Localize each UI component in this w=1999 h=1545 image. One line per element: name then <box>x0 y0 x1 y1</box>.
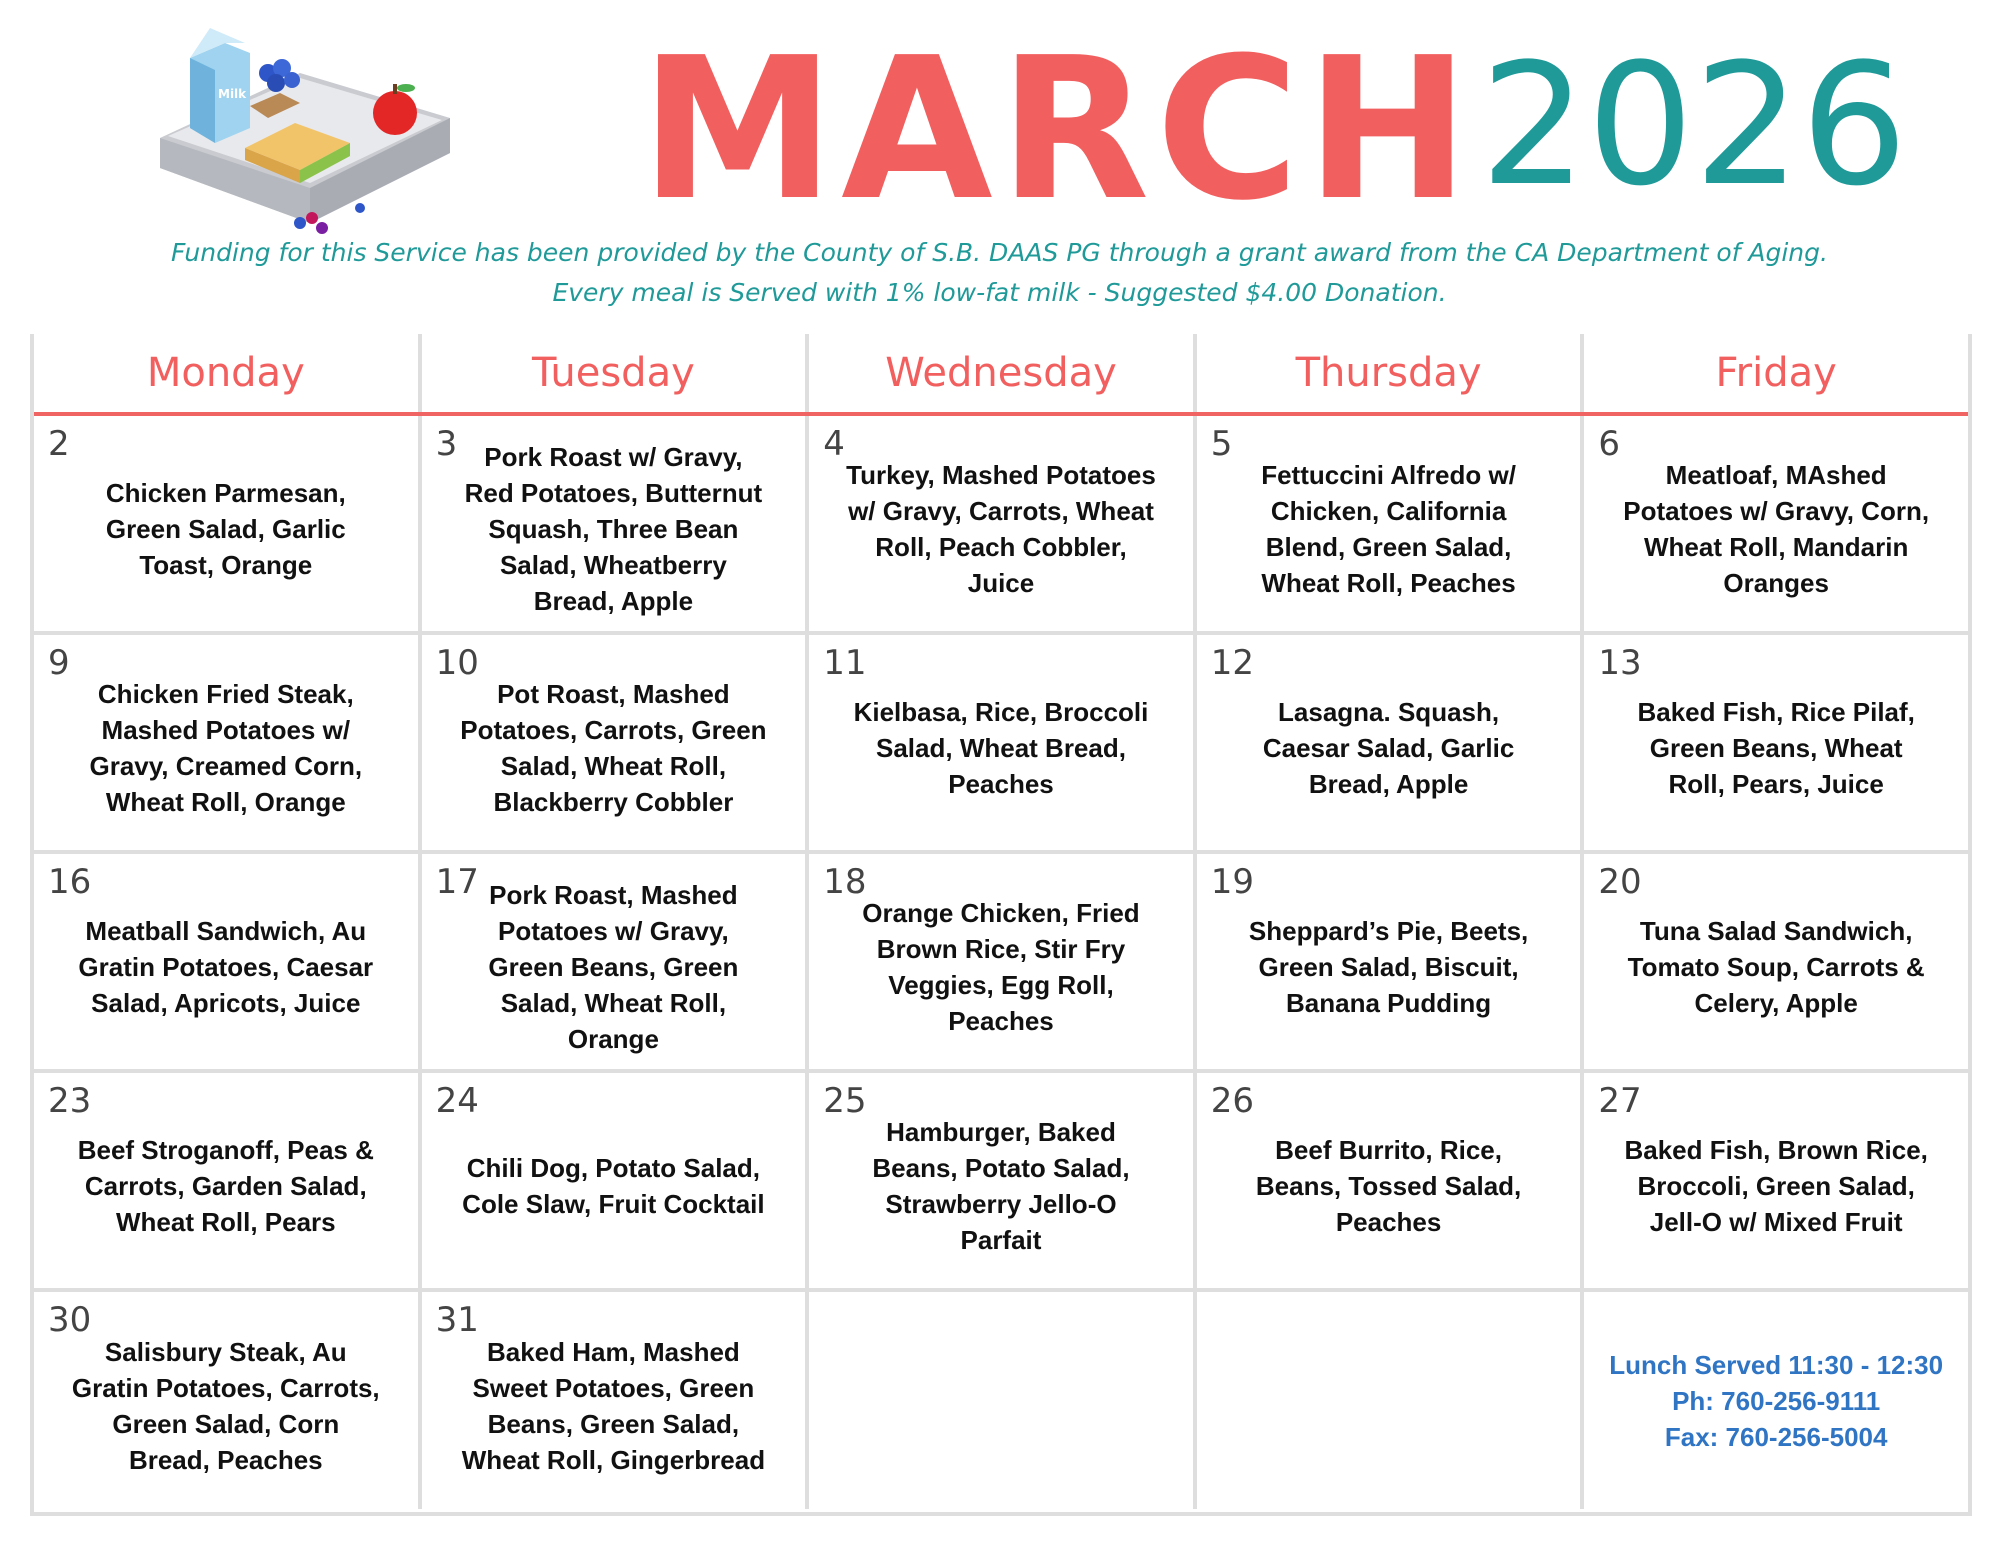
year-title: 2026 <box>1480 27 1908 223</box>
meal-text: Meatball Sandwich, Au Gratin Potatoes, Caesar Salad, Apricots, Juice <box>78 915 374 1018</box>
info-cell <box>1584 1292 1968 1509</box>
day-number: 13 <box>1598 643 1642 683</box>
week-row <box>34 635 1968 854</box>
day-cell <box>422 1292 810 1509</box>
lunch-tray-icon <box>150 18 460 248</box>
day-number: 20 <box>1598 862 1642 902</box>
day-cell <box>34 635 422 850</box>
meal-text: Chicken Fried Steak, Mashed Potatoes w/ Gravy, Creamed Corn, Wheat Roll, Orange <box>89 678 363 817</box>
empty-day-cell <box>1197 1292 1585 1509</box>
meal-text: Pork Roast, Mashed Potatoes w/ Gravy, Green Beans, Green Salad, Wheat Roll, Orange <box>488 879 739 1054</box>
day-number: 18 <box>823 862 867 902</box>
week-row <box>34 854 1968 1073</box>
weekday-friday: Friday <box>1715 350 1837 396</box>
weekday-monday: Monday <box>34 334 422 412</box>
day-number: 16 <box>48 862 92 902</box>
milk-note: Every meal is Served with 1% low-fat milk - Suggested $4.00 Donation. <box>552 278 1447 307</box>
meal-text: Tuna Salad Sandwich, Tomato Soup, Carrots & Celery, Apple <box>1627 915 1925 1018</box>
day-cell <box>34 854 422 1069</box>
day-number: 31 <box>435 1300 479 1340</box>
day-number: 12 <box>1210 643 1255 683</box>
day-number: 19 <box>1210 862 1255 902</box>
day-number: 30 <box>48 1300 92 1340</box>
meal-text: Baked Ham, Mashed Sweet Potatoes, Green Beans, Green Salad, Wheat Roll, Gingerbread <box>461 1336 766 1475</box>
meal-text: Sheppard’s Pie, Beets, Green Salad, Biscuit, Banana Pudding <box>1248 915 1529 1018</box>
day-cell <box>422 635 810 850</box>
meal-text: Kielbasa, Rice, Broccoli Salad, Wheat Bread, Peaches <box>853 696 1149 799</box>
meal-text: Salisbury Steak, Au Gratin Potatoes, Carrots, Green Salad, Corn Bread, Peaches <box>71 1336 380 1475</box>
day-cell <box>809 416 1197 631</box>
day-number: 27 <box>1598 1081 1642 1121</box>
day-cell <box>422 854 810 1069</box>
meal-text: Beef Burrito, Rice, Beans, Tossed Salad, Peaches <box>1255 1134 1522 1237</box>
day-number: 2 <box>48 424 70 464</box>
day-cell <box>422 416 810 631</box>
day-cell <box>1584 416 1968 631</box>
day-number: 17 <box>435 862 479 902</box>
day-number: 11 <box>823 643 867 683</box>
day-cell <box>809 635 1197 850</box>
phone-number: Ph: 760-256-9111 <box>1672 1385 1881 1416</box>
meal-text: Turkey, Mashed Potatoes w/ Gravy, Carrots, Wheat Roll, Peach Cobbler, Juice <box>846 459 1156 598</box>
empty-day-cell <box>809 1292 1197 1509</box>
meal-text: Chili Dog, Potato Salad, Cole Slaw, Fruit Cocktail <box>462 1152 765 1219</box>
weekday-thursday: Thursday <box>1197 334 1585 412</box>
meal-text: Meatloaf, MAshed Potatoes w/ Gravy, Corn, Wheat Roll, Mandarin Oranges <box>1623 459 1930 598</box>
day-number: 24 <box>435 1081 479 1121</box>
meal-text: Fettuccini Alfredo w/ Chicken, California Blend, Green Salad, Wheat Roll, Peaches <box>1261 459 1516 598</box>
day-cell <box>1197 1073 1585 1288</box>
day-cell <box>1584 635 1968 850</box>
week-row <box>34 416 1968 635</box>
milk-label: Milk <box>218 87 247 101</box>
day-cell <box>34 416 422 631</box>
day-cell <box>1584 1073 1968 1288</box>
day-cell <box>809 1073 1197 1288</box>
day-cell <box>34 1292 422 1509</box>
weekday-wednesday: Wednesday <box>809 334 1197 412</box>
service-info <box>1609 1347 1943 1455</box>
day-number: 4 <box>823 424 845 464</box>
meal-text: Lasagna. Squash, Caesar Salad, Garlic Bread, Apple <box>1262 696 1515 799</box>
lunch-hours: Lunch Served 11:30 - 12:30 <box>1609 1349 1944 1380</box>
meal-text: Hamburger, Baked Beans, Potato Salad, Strawberry Jello-O Parfait <box>872 1116 1130 1255</box>
day-cell <box>1197 416 1585 631</box>
day-number: 25 <box>823 1081 867 1121</box>
week-row <box>34 1292 1968 1509</box>
meal-text: Beef Stroganoff, Peas & Carrots, Garden Salad, Wheat Roll, Pears <box>77 1134 374 1237</box>
day-cell <box>1197 854 1585 1069</box>
day-number: 5 <box>1210 424 1233 464</box>
day-cell <box>422 1073 810 1288</box>
day-number: 10 <box>435 643 479 683</box>
day-number: 23 <box>48 1081 92 1121</box>
day-number: 6 <box>1598 424 1621 464</box>
day-cell <box>34 1073 422 1288</box>
week-row <box>34 1073 1968 1292</box>
meal-text: Chicken Parmesan, Green Salad, Garlic Toast, Orange <box>105 477 346 580</box>
day-cell <box>1584 854 1968 1069</box>
meal-text: Baked Fish, Rice Pilaf, Green Beans, Wheat Roll, Pears, Juice <box>1637 696 1915 799</box>
funding-note: Funding for this Service has been provided by the County of S.B. DAAS PG through a grant award from the CA Department of Aging. <box>171 238 1828 267</box>
weekday-header-row <box>34 334 1968 416</box>
day-cell <box>809 854 1197 1069</box>
weekday-tuesday: Tuesday <box>422 334 810 412</box>
meal-text: Pot Roast, Mashed Potatoes, Carrots, Green Salad, Wheat Roll, Blackberry Cobbler <box>460 678 767 817</box>
day-number: 3 <box>435 424 458 464</box>
meal-text: Orange Chicken, Fried Brown Rice, Stir Fry Veggies, Egg Roll, Peaches <box>862 897 1140 1036</box>
day-number: 9 <box>48 643 70 683</box>
day-cell <box>1197 635 1585 850</box>
meal-text: Baked Fish, Brown Rice, Broccoli, Green Salad, Jell-O w/ Mixed Fruit <box>1624 1134 1928 1237</box>
day-number: 26 <box>1210 1081 1255 1121</box>
month-title: MARCH <box>640 16 1476 244</box>
menu-calendar <box>30 334 1972 1516</box>
fax-number: Fax: 760-256-5004 <box>1664 1421 1888 1452</box>
meal-text: Pork Roast w/ Gravy, Red Potatoes, Butternut Squash, Three Bean Salad, Wheatberry Bread, Apple <box>464 441 763 616</box>
